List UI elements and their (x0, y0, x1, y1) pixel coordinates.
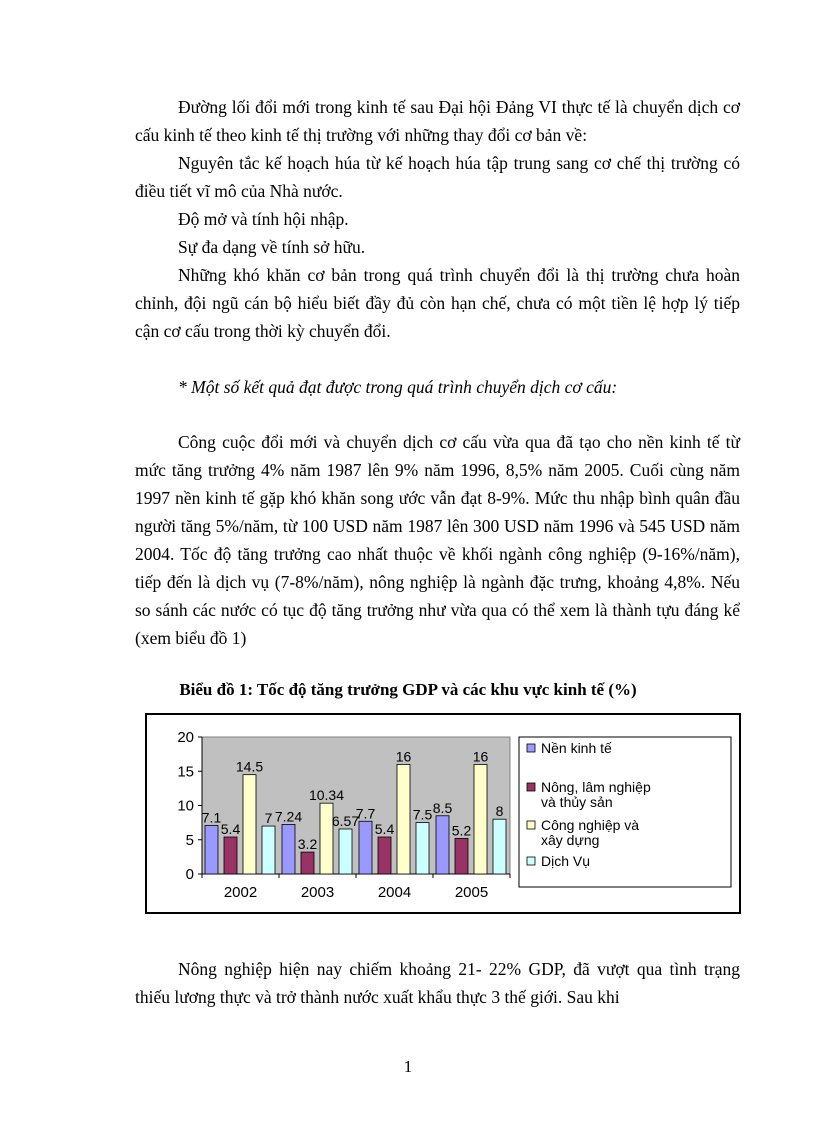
x-tick-label: 2002 (223, 884, 258, 901)
data-label: 14.5 (235, 758, 264, 775)
bar-n-ng-l-m-nghi-p-v-th-y-s-n-2005 (455, 838, 468, 874)
data-label: 3.2 (297, 836, 318, 853)
data-label: 7 (264, 810, 273, 827)
bar-d-ch-v--2003 (339, 829, 352, 874)
bar-n-ng-l-m-nghi-p-v-th-y-s-n-2003 (301, 852, 314, 874)
data-label: 16 (472, 748, 489, 765)
paragraph-planning-principle: Nguyên tắc kế hoạch húa từ kế hoạch húa tập trung sang cơ chế thị trường có điều tiết vĩ mô của Nhà nước. (135, 153, 740, 201)
bar-n-n-kinh-t--2002 (205, 825, 218, 874)
data-label: 5.2 (451, 822, 472, 839)
bar-d-ch-v--2002 (262, 826, 275, 874)
data-label: 5.4 (220, 821, 241, 838)
legend-label: Công nghiệp và xây dựng (541, 817, 640, 848)
y-tick-label: 20 (177, 729, 194, 746)
paragraph-difficulties: Những khó khăn cơ bản trong quá trình chuyển đổi là thị trường chưa hoàn chỉnh, đội ngũ cán bộ hiểu biết đầy đủ còn hạn chế, chưa có một tiền lệ hợp lý tiếp cận cơ cấu trong thời kỳ chuyển đổi. (135, 265, 740, 341)
data-label: 7.1 (201, 809, 222, 826)
legend-swatch (527, 744, 535, 752)
data-label: 7.7 (355, 805, 376, 822)
x-tick-label: 2005 (454, 884, 489, 901)
bar-d-ch-v--2005 (493, 819, 506, 874)
paragraph-openness: Độ mở và tính hội nhập. (178, 209, 349, 229)
data-label: 7.24 (274, 808, 303, 825)
x-tick-label: 2004 (377, 884, 412, 901)
data-label: 16 (395, 748, 412, 765)
bar-n-ng-l-m-nghi-p-v-th-y-s-n-2004 (378, 837, 391, 874)
bar-c-ng-nghi-p-v-x-y-d-ng-2004 (397, 764, 410, 874)
bar-n-n-kinh-t--2005 (436, 816, 449, 874)
data-label: 6.57 (331, 812, 360, 829)
y-tick-label: 15 (177, 763, 194, 781)
y-tick-label: 5 (185, 831, 194, 849)
paragraph-agriculture: Nông nghiệp hiện nay chiếm khoảng 21- 22% GDP, đã vượt qua tình trạng thiếu lương thực và trở thành nước xuất khẩu thực 3 thế giới. Sau khi (135, 959, 740, 1007)
bar-c-ng-nghi-p-v-x-y-d-ng-2005 (474, 764, 487, 874)
bar-c-ng-nghi-p-v-x-y-d-ng-2002 (243, 775, 256, 874)
legend-swatch (527, 857, 535, 865)
bar-n-ng-l-m-nghi-p-v-th-y-s-n-2002 (224, 837, 237, 874)
data-label: 5.4 (374, 821, 395, 838)
data-label: 8 (495, 803, 504, 820)
chart-caption: Biểu đồ 1: Tốc độ tăng trưởng GDP và các khu vực kinh tế (%) (179, 680, 637, 699)
bar-d-ch-v--2004 (416, 823, 429, 874)
bar-n-n-kinh-t--2003 (282, 824, 295, 874)
paragraph-ownership: Sự đa dạng về tính sở hữu. (178, 237, 366, 257)
bar-n-n-kinh-t--2004 (359, 821, 372, 874)
page-number: 1 (403, 1057, 413, 1076)
y-tick-label: 0 (185, 866, 194, 883)
legend-label: Nền kinh tế (541, 740, 612, 756)
x-tick-label: 2003 (300, 884, 335, 901)
paragraph-results-heading: * Một số kết quả đạt được trong quá trình chuyển dịch cơ cấu: (178, 377, 618, 397)
legend-label: Nông, lâm nghiệp và thủy sản (541, 779, 651, 810)
legend-swatch (527, 821, 535, 829)
y-tick-label: 10 (177, 797, 194, 815)
paragraph-results: Công cuộc đổi mới và chuyển dịch cơ cấu vừa qua đã tạo cho nền kinh tế từ mức tăng trưởng 4% năm 1987 lên 9% năm 1996, 8,5% năm 2005. Cuối cùng năm 1997 nền kinh tế gặp khó khăn song ước vẫn đạt 8-9%. Mức thu nhập bình quân đầu người tăng 5%/năm, từ 100 USD năm 1987 lên 300 USD năm 1996 và 545 USD năm 2004. Tốc độ tăng trưởng cao nhất thuộc về khối ngành công nghiệp (9-16%/năm), tiếp đến là dịch vụ (7-8%/năm), nông nghiệp là ngành đặc trưng, khoảng 4,8%. Nếu so sánh các nước có tục độ tăng trưởng như vừa qua có thể xem là thành tựu đáng kể (xem biểu đồ 1) (135, 432, 740, 648)
data-label: 8.5 (432, 799, 453, 816)
gdp-growth-chart (147, 715, 739, 912)
paragraph-intro: Đường lối đổi mới trong kinh tế sau Đại hội Đảng VI thực tế là chuyển dịch cơ cấu kinh tế theo kinh tế thị trường với những thay đổi cơ bản về: (135, 97, 740, 145)
data-label: 7.5 (412, 806, 433, 823)
data-label: 10.34 (308, 787, 345, 804)
chart-frame (145, 713, 741, 914)
legend-label: Dịch Vụ (541, 853, 591, 869)
legend-swatch (527, 783, 535, 791)
